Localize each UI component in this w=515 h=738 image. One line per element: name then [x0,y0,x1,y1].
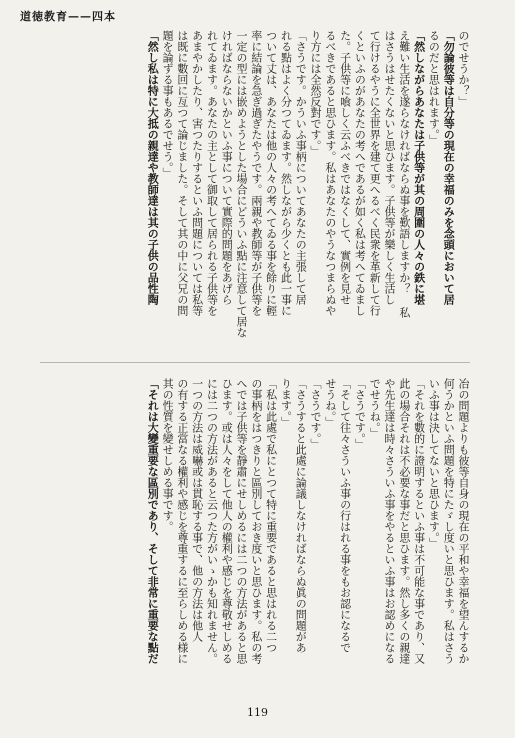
text-line: 冶の問題よりも彼等自身の現在の平和や幸福を望んするか [457,378,470,664]
text-line: 何うかといふ問題を特にたゞし度いと思ひます。私はさう [442,378,456,664]
text-line: 率に結論を急ぎ過ぎたやうです。兩親や教師等が子供等を [249,30,263,316]
text-line: 「然し私は特に大抵の親達や教師達は其の子供の品性陶 [146,30,160,305]
text-line: の有する正當なる權利や感じを尊重するに至らしめる様に [175,378,189,664]
text-line: ります。」 [279,378,293,428]
text-line: て行けるやうに全世界を建て更へるべく民衆を革新して行 [368,30,382,316]
text-line: いふ事は決してないと思ひます。」 [427,378,441,549]
text-line: るべきであると思ひます。私はあなたのやうなつまらぬや [323,30,337,316]
text-line: り方には全然反對です。」 [309,30,323,157]
text-column-bottom [40,378,470,700]
text-line: でせうね。」 [368,378,382,439]
text-line: 「さうです。」 [309,378,323,450]
text-line: 題を論ずる事もあるでせう。」 [161,30,175,179]
text-line: 「私は此處で私にとつて特に重要であると思はれる二つ [264,378,278,653]
text-line: た。子供等に喰しく云ふべきではなくして、實例を見せ [338,30,352,305]
text-line: れる點はよく分つてゐます。然しながら少くとも此一事に [279,30,293,316]
text-line: 此の場合それは不必要な事だと思ひます。然し多くの親達 [397,378,411,664]
text-line: 「さうです。かういふ事柄についてあなたの主張して居 [294,30,308,305]
text-line: え難い生活を遂らなければならぬ事を歎語しますか？ 私 [397,30,411,318]
text-line: ければならないかといふ事について實際的問題をあげら [220,30,234,305]
text-column-top [40,30,470,355]
text-line: 「さうです。」 [353,378,367,450]
divider [40,362,470,363]
text-line: ひます。或は人々をして他人の權利や感じを尊敬せしめる [220,378,234,664]
text-line: 「それを數的に證明するといふ事は不可能な事であり、又 [412,378,426,664]
text-line: ついて丈は、あなたは他の人々の考へてゐる事を餘りに輕 [264,30,278,316]
text-line: 一つの方法は威嚇或は貫恥する事で、他の方法は他人 [190,378,204,642]
running-header: 道徳教育——四本 [20,10,116,23]
text-line: 「然しながらあなたは子供等が其の周圍の人々の鉄に堪 [412,30,426,305]
text-line: は既に數回に亙つて論じました。そして其の中に父兄の問 [175,30,189,316]
text-line: はさうはせたくないと思ひます。子供等が樂しく生活し [383,30,397,305]
text-line: 「そして往々さういふ事の行はれる事をもお認になるで [338,378,352,653]
page-number: 119 [247,706,268,719]
text-line: 「それは大變重要な區別であり、そして非常に重要な點だ [146,378,160,664]
text-line: へでは子供等を靜肅にせしめるには二つの方法があると思 [235,378,249,664]
text-line: れてゐます。あなたの主として御取して居られる子供等を [205,30,219,316]
text-line: のでせうか？」 [457,30,470,107]
text-line: くといふのがあなたの考へであるが如く私は考へてゐまし [353,30,367,316]
text-line: せうね。」 [323,378,337,428]
text-line: るのだと思はれます。」 [427,30,441,146]
text-line: には二つの方法があると云つた方がいゝかも知れません。 [205,378,219,664]
text-line: 一定の型には嵌めようとした場合にどういふ點に注意して居な [235,30,249,338]
text-line: 其の性質を變せしめる事です。 [161,378,175,532]
text-line: の事柄をはつきりと區別しておき度いと思ひます。私の考 [249,378,263,664]
text-line: 「勿論彼等は自分等の現在の幸福のみを念頭において居 [442,30,456,305]
text-line: や先生達は時々さういふ事をやるといふ事はお認めになる [383,378,397,664]
text-line: 「さうすると此處に論議しなければならぬ眞の問題があ [294,378,308,653]
text-line: あまやかしたり、害つたりするといふ問題については私等 [190,30,204,316]
